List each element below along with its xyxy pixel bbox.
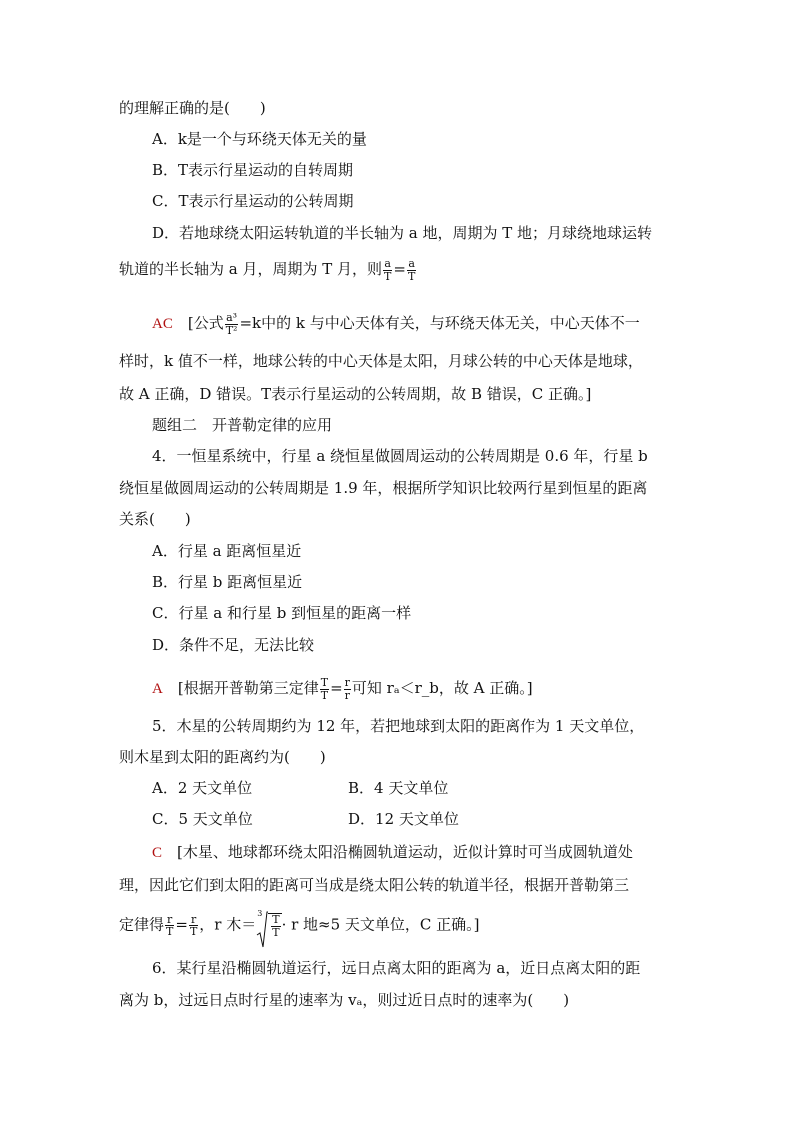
q6-stem-line1: 6．某行星沿椭圆轨道运行，远日点离太阳的距离为 a，近日点离太阳的距 (152, 959, 641, 977)
q5-answer: C (152, 845, 163, 861)
q5-explanation-line2: 理，因此它们到太阳的距离可当成是绕太阳公转的轨道半径，根据开普勒第三 (119, 876, 630, 894)
q4-option-a: A．行星 a 距离恒星近 (152, 542, 302, 560)
q3-option-d-text: 轨道的半长轴为 a 月，周期为 T 月，则 (119, 260, 383, 279)
q3-option-d-line1: D．若地球绕太阳运转轨道的半长轴为 a 地，周期为 T 地；月球绕地球运转 (152, 224, 653, 242)
group-title: 题组二 开普勒定律的应用 (152, 416, 333, 434)
q5-explanation-line3: 定律得 $\frac{r}{T}$ = $\frac{r}{T}$ ，r 木＝ 3 $\frac{T}{T}$ · r 地≈5 天文单位，C 正确。] (119, 913, 480, 938)
q4-stem-line2: 绕恒星做圆周运动的公转周期是 1.9 年，根据所学知识比较两行星到恒星的距离 (119, 479, 648, 497)
q4-answer: A (152, 681, 163, 698)
q3-explanation-line1: AC [公式 $\frac{\text{a³}}{\text{T²}}$ =k中的 k 与中心天体有关，与环绕天体无关，中心天体不一 (152, 311, 640, 337)
q4-option-c: C．行星 a 和行星 b 到恒星的距离一样 (152, 604, 412, 622)
q4-option-d: D．条件不足，无法比较 (152, 636, 315, 654)
q5-stem-line2: 则木星到太阳的距离约为( ) (119, 748, 326, 766)
q4-stem-line1: 4．一恒星系统中，行星 a 绕恒星做圆周运动的公转周期是 0.6 年，行星 b (152, 447, 648, 465)
q3-option-d-line2: 轨道的半长轴为 a 月，周期为 T 月，则 $\frac{a}{T}$ = $\frac{a}{T}$ (119, 257, 416, 283)
q3-formula-fraction: $\frac{\text{a³}}{\text{T²}}$ (225, 311, 238, 337)
q5-stem-line1: 5．木星的公转周期约为 12 年，若把地球到太阳的距离作为 1 天文单位， (152, 717, 645, 735)
radical-sign-icon (256, 911, 268, 949)
q5-root-fraction: $\frac{T}{T}$ (272, 913, 280, 939)
q4-fraction-2: $\frac{r}{r}$ (344, 676, 350, 702)
q3-answer: AC (152, 316, 173, 333)
q5-explanation-line1: C [木星、地球都环绕太阳沿椭圆轨道运动，近似计算时可当成圆轨道处 (152, 843, 633, 861)
q5-cube-root: 3 $\frac{T}{T}$ (256, 913, 281, 938)
q4-stem-line3: 关系( ) (119, 510, 191, 528)
q3-explanation-line3: 故 A 正确，D 错误。T表示行星运动的公转周期，故 B 错误，C 正确。] (119, 385, 592, 403)
q3-option-c: C．T表示行星运动的公转周期 (152, 192, 354, 210)
q5-fraction-1: $\frac{r}{T}$ (166, 912, 174, 939)
q5-option-d: D．12 天文单位 (348, 810, 459, 828)
q5-option-a: A．2 天文单位 (152, 779, 253, 797)
q3-stem-tail: 的理解正确的是( ) (119, 99, 266, 117)
q5-options-row2 (152, 812, 459, 827)
q3-d-fraction-1: $\frac{a}{T}$ (384, 257, 392, 283)
q3-explanation-line2: 样时，k 值不一样，地球公转的中心天体是太阳，月球公转的中心天体是地球， (119, 352, 643, 370)
q4-fraction-1: $\frac{T}{T}$ (320, 676, 329, 702)
q4-explanation: A [根据开普勒第三定律 $\frac{T}{T}$ = $\frac{r}{r}$ 可知 rₐ＜r_b，故 A 正确。] (152, 676, 533, 702)
q6-stem-line2: 离为 b，过远日点时行星的速率为 vₐ，则过近日点时的速率为( ) (119, 991, 570, 1009)
q3-d-fraction-2: $\frac{a}{T}$ (407, 257, 416, 283)
q3-option-a: A．k是一个与环绕天体无关的量 (152, 130, 367, 148)
q5-fraction-2: $\frac{r}{T}$ (189, 912, 198, 939)
q5-option-b: B．4 天文单位 (348, 779, 449, 797)
q3-option-b: B．T表示行星运动的自转周期 (152, 161, 354, 179)
q5-option-c: C．5 天文单位 (152, 810, 253, 828)
q5-options-row1 (152, 781, 448, 796)
q4-option-b: B．行星 b 距离恒星近 (152, 573, 303, 591)
